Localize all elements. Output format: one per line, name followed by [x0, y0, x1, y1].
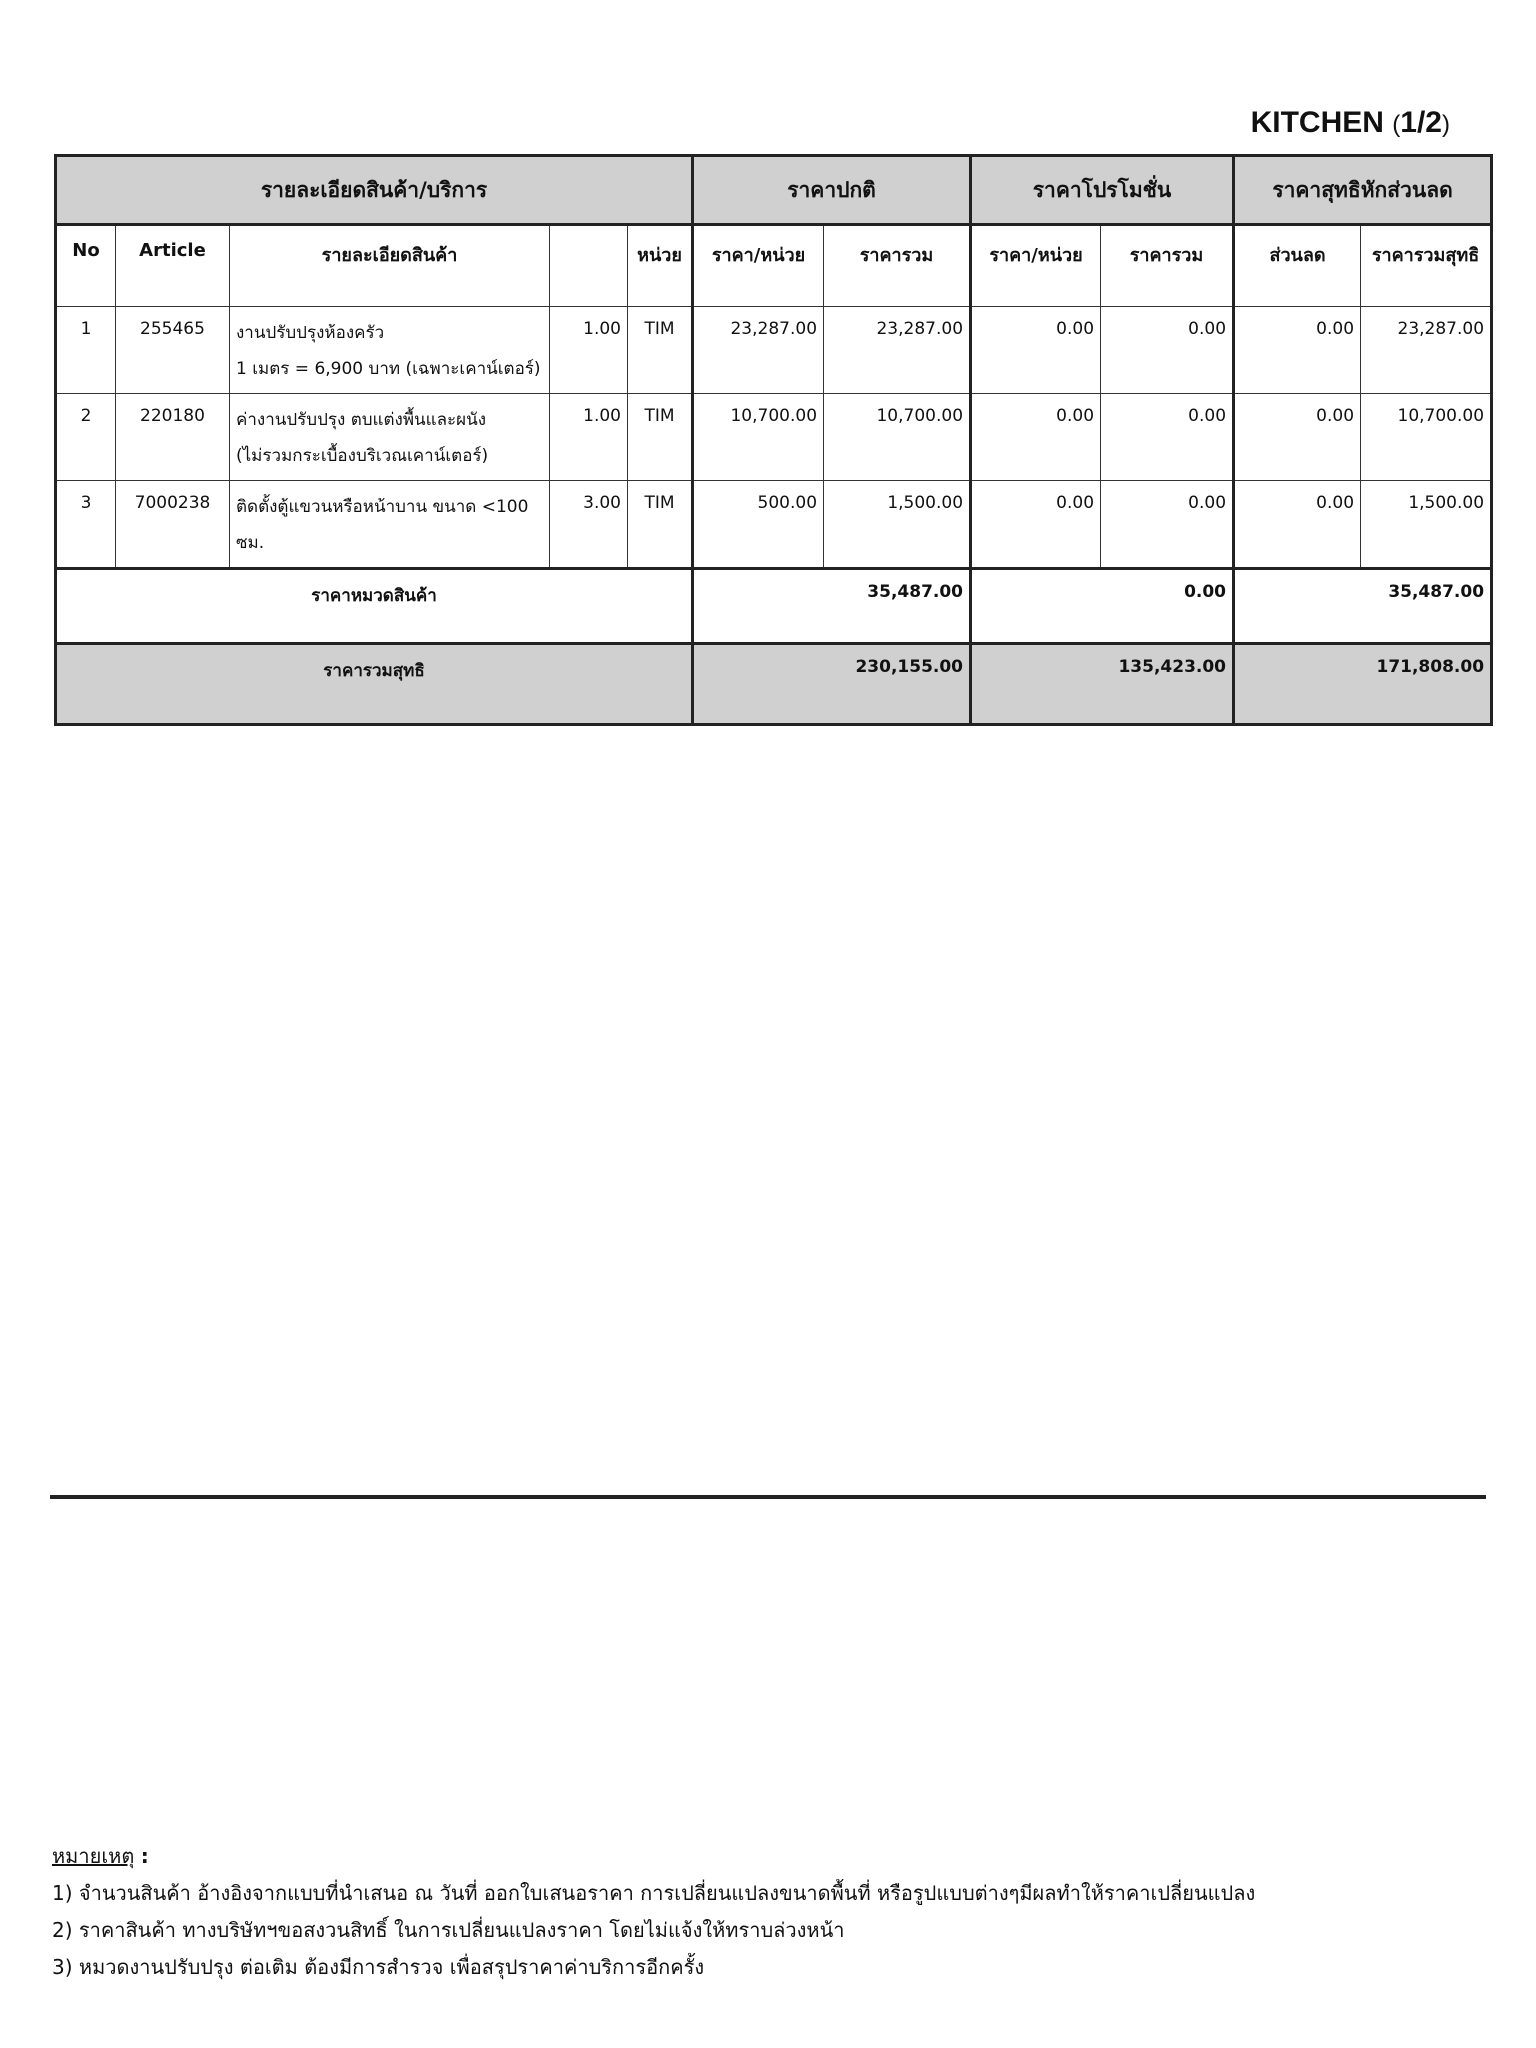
table-row [56, 481, 1492, 569]
group-header-promotion-price: ราคาโปรโมชั่น [971, 156, 1234, 225]
row-description-line1: ค่างานปรับปรุง ตบแต่งพื้นและผนัง [236, 410, 487, 430]
col-header-discount: ส่วนลด [1234, 225, 1361, 307]
subtotal-normal: 35,487.00 [693, 569, 971, 644]
row-description-line1: งานปรับปรุงห้องครัว [236, 323, 385, 343]
row-net-total: 23,287.00 [1361, 307, 1492, 394]
grand-total-normal: 230,155.00 [693, 644, 971, 725]
row-normal-total: 23,287.00 [824, 307, 971, 394]
row-description-line1: ติดตั้งตู้แขวนหรือหน้าบาน ขนาด <100 ซม. [236, 497, 529, 553]
row-description-line2: 1 เมตร = 6,900 บาท (เฉพาะเคาน์เตอร์) [236, 359, 541, 379]
row-discount: 0.00 [1234, 307, 1361, 394]
row-promo-unit-price: 0.00 [971, 481, 1101, 569]
row-normal-total: 10,700.00 [824, 394, 971, 481]
row-description-line2: (ไม่รวมกระเบื้องบริเวณเคาน์เตอร์) [236, 446, 489, 466]
row-no: 3 [56, 481, 116, 569]
subtotal-row [56, 569, 1492, 644]
row-promo-total: 0.00 [1101, 307, 1234, 394]
col-header-article: Article [116, 225, 230, 307]
grand-total-row [56, 644, 1492, 725]
row-unit: TIM [628, 307, 693, 394]
section-divider [50, 1495, 1486, 1499]
notes-title: หมายเหตุ [52, 1844, 135, 1868]
col-header-normal-unit-price: ราคา/หน่วย [693, 225, 824, 307]
row-description [230, 394, 550, 481]
page-index-close-paren: ) [1442, 111, 1450, 138]
group-header-normal-price: ราคาปกติ [693, 156, 971, 225]
grand-total-net: 171,808.00 [1234, 644, 1492, 725]
notes-section [52, 1838, 1492, 1986]
col-header-unit: หน่วย [628, 225, 693, 307]
row-net-total: 10,700.00 [1361, 394, 1492, 481]
page-index: 1/2 [1400, 106, 1442, 139]
row-no: 1 [56, 307, 116, 394]
row-normal-total: 1,500.00 [824, 481, 971, 569]
row-promo-unit-price: 0.00 [971, 307, 1101, 394]
quotation-table [54, 154, 1493, 726]
row-promo-total: 0.00 [1101, 394, 1234, 481]
table-row [56, 394, 1492, 481]
col-header-promo-total: ราคารวม [1101, 225, 1234, 307]
notes-colon: : [140, 1844, 149, 1868]
group-header-row [56, 156, 1492, 225]
subtotal-label: ราคาหมวดสินค้า [56, 569, 693, 644]
row-description [230, 307, 550, 394]
col-header-net-total: ราคารวมสุทธิ [1361, 225, 1492, 307]
row-qty: 1.00 [550, 307, 628, 394]
row-no: 2 [56, 394, 116, 481]
row-promo-total: 0.00 [1101, 481, 1234, 569]
row-normal-unit-price: 23,287.00 [693, 307, 824, 394]
row-discount: 0.00 [1234, 481, 1361, 569]
column-header-row [56, 225, 1492, 307]
row-promo-unit-price: 0.00 [971, 394, 1101, 481]
subtotal-promo: 0.00 [971, 569, 1234, 644]
col-header-no: No [56, 225, 116, 307]
table-row [56, 307, 1492, 394]
row-article: 255465 [116, 307, 230, 394]
subtotal-net: 35,487.00 [1234, 569, 1492, 644]
note-item: 2) ราคาสินค้า ทางบริษัทฯขอสงวนสิทธิ์ ในการเปลี่ยนแปลงราคา โดยไม่แจ้งให้ทราบล่วงหน้า [52, 1918, 845, 1942]
page-index-open-paren: ( [1392, 111, 1401, 138]
col-header-qty [550, 225, 628, 307]
page-title-text: KITCHEN [1250, 106, 1384, 139]
row-unit: TIM [628, 394, 693, 481]
row-article: 220180 [116, 394, 230, 481]
col-header-description: รายละเอียดสินค้า [230, 225, 550, 307]
row-normal-unit-price: 500.00 [693, 481, 824, 569]
group-header-net-price: ราคาสุทธิหักส่วนลด [1234, 156, 1492, 225]
col-header-promo-unit-price: ราคา/หน่วย [971, 225, 1101, 307]
row-net-total: 1,500.00 [1361, 481, 1492, 569]
row-qty: 3.00 [550, 481, 628, 569]
notes-heading [52, 1838, 1492, 1875]
grand-total-label: ราคารวมสุทธิ [56, 644, 693, 725]
row-qty: 1.00 [550, 394, 628, 481]
group-header-details: รายละเอียดสินค้า/บริการ [56, 156, 693, 225]
page-title [1200, 106, 1450, 140]
grand-total-promo: 135,423.00 [971, 644, 1234, 725]
note-item: 3) หมวดงานปรับปรุง ต่อเติม ต้องมีการสำรวจ เพื่อสรุปราคาค่าบริการอีกครั้ง [52, 1955, 705, 1979]
row-unit: TIM [628, 481, 693, 569]
row-article: 7000238 [116, 481, 230, 569]
row-description [230, 481, 550, 569]
row-normal-unit-price: 10,700.00 [693, 394, 824, 481]
note-item: 1) จำนวนสินค้า อ้างอิงจากแบบที่นำเสนอ ณ วันที่ ออกใบเสนอราคา การเปลี่ยนแปลงขนาดพื้นที่ หรือรูปแบบต่างๆมีผลทำให้ราคาเปลี่ยนแปลง [52, 1881, 1256, 1905]
col-header-normal-total: ราคารวม [824, 225, 971, 307]
row-discount: 0.00 [1234, 394, 1361, 481]
